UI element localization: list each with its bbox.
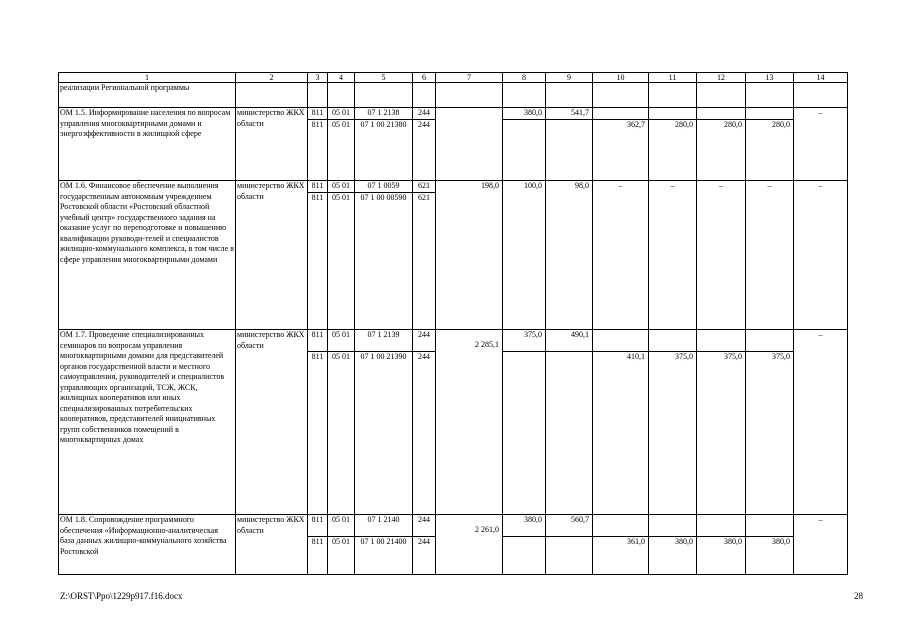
- col-header: 4: [328, 73, 355, 83]
- value-2019: 380,0: [746, 537, 794, 575]
- grbs-code: 811: [308, 352, 328, 515]
- value-total: 2 261,0: [436, 515, 503, 575]
- om15-executor: министерство ЖКХ области: [236, 108, 308, 181]
- value-dash: –: [794, 181, 848, 330]
- rzpr-code: 05 01: [328, 352, 355, 515]
- rzpr-code: 05 01: [328, 181, 355, 193]
- col-header: 12: [697, 73, 746, 83]
- value-2015: 560,7: [546, 515, 593, 537]
- vr-code: 621: [413, 192, 436, 329]
- col-header: 1: [59, 73, 236, 83]
- om16-description: ОМ 1.6. Финансовое обеспечение выполнения государственным автономным учреждением Ростовской области «Ростовский областной учебный центр» государственного задания на оказание услуг по переподготовке и повышению квалификации руководи-телей и специалистов жилищно-коммунального комплекса, в том числе в сфере управления многоквартирными домами: [59, 181, 236, 330]
- rzpr-code: 05 01: [328, 515, 355, 537]
- value-total: 2 285,1: [436, 330, 503, 515]
- om18-description: ОМ 1.8. Сопровождение программного обеспечения «Информационно-аналитическая база данных жилищно-коммунального хозяйства Ростовской: [59, 515, 236, 575]
- col-header: 11: [649, 73, 697, 83]
- grbs-code: 811: [308, 181, 328, 193]
- value-total: 198,0: [436, 181, 503, 330]
- file-path: Z:\ORST\Ppo\1229p917.f16.docx: [60, 591, 183, 601]
- grbs-code: 811: [308, 515, 328, 537]
- value-2014: 375,0: [503, 330, 546, 352]
- budget-table: [58, 72, 848, 575]
- value-2018: 375,0: [697, 352, 746, 515]
- value-2019: 375,0: [746, 352, 794, 515]
- rzpr-code: 05 01: [328, 192, 355, 329]
- vr-code: 244: [413, 330, 436, 352]
- csr-code: 07 1 00 00590: [355, 192, 413, 329]
- om17-executor: министерство ЖКХ области: [236, 330, 308, 515]
- vr-code: 244: [413, 352, 436, 515]
- om17-description: ОМ 1.7. Проведение специализированных семинаров по вопросам управления многоквартирными домами для представителей органов государственной власти и местного самоуправления, руководителей и специалистов управляющих организаций, ТСЖ, ЖСК, жилищных кооперативов или иных специализированных потребительских кооперативов, представителей инициативных групп собственников помещений в многоквартирных домах: [59, 330, 236, 515]
- table-row: [59, 330, 848, 352]
- vr-code: 244: [413, 537, 436, 575]
- table-row: [59, 83, 848, 108]
- value-dash: –: [746, 181, 794, 330]
- value-dash: –: [649, 181, 697, 330]
- value-dash: –: [794, 330, 848, 515]
- value-2015: 98,0: [546, 181, 593, 330]
- value-2019: 280,0: [746, 119, 794, 180]
- rzpr-code: 05 01: [328, 108, 355, 120]
- value-dash: –: [794, 108, 848, 181]
- col-header: 10: [593, 73, 649, 83]
- csr-code: 07 1 00 21390: [355, 352, 413, 515]
- csr-code: 07 1 00 21400: [355, 537, 413, 575]
- value-2016: 410,1: [593, 352, 649, 515]
- col-header: 3: [308, 73, 328, 83]
- value-2014: 380,0: [503, 515, 546, 537]
- value-2014: 380,0: [503, 108, 546, 120]
- col-header: 14: [794, 73, 848, 83]
- rzpr-code: 05 01: [328, 119, 355, 180]
- rzpr-code: 05 01: [328, 330, 355, 352]
- vr-code: 244: [413, 119, 436, 180]
- col-header: 6: [413, 73, 436, 83]
- om18-executor: министерство ЖКХ области: [236, 515, 308, 575]
- rzpr-code: 05 01: [328, 537, 355, 575]
- grbs-code: 811: [308, 108, 328, 120]
- vr-code: 244: [413, 108, 436, 120]
- value-2015: 541,7: [546, 108, 593, 120]
- table-row: [59, 108, 848, 120]
- value-2018: 280,0: [697, 119, 746, 180]
- col-header: 7: [436, 73, 503, 83]
- grbs-code: 811: [308, 119, 328, 180]
- vr-code: 621: [413, 181, 436, 193]
- value-2014: 100,0: [503, 181, 546, 330]
- value-2017: 280,0: [649, 119, 697, 180]
- csr-code: 07 1 2139: [355, 330, 413, 352]
- table-row: [59, 515, 848, 537]
- col-header: 9: [546, 73, 593, 83]
- csr-code: 07 1 0059: [355, 181, 413, 193]
- csr-code: 07 1 00 21380: [355, 119, 413, 180]
- grbs-code: 811: [308, 192, 328, 329]
- value-2018: 380,0: [697, 537, 746, 575]
- vr-code: 244: [413, 515, 436, 537]
- value-dash: –: [697, 181, 746, 330]
- grbs-code: 811: [308, 537, 328, 575]
- col-header: 2: [236, 73, 308, 83]
- col-header: 8: [503, 73, 546, 83]
- value-2015: 490,1: [546, 330, 593, 352]
- col-header: 13: [746, 73, 794, 83]
- value-2016: 361,0: [593, 537, 649, 575]
- value-2017: 375,0: [649, 352, 697, 515]
- value-dash: –: [593, 181, 649, 330]
- grbs-code: 811: [308, 330, 328, 352]
- om16-executor: министерство ЖКХ области: [236, 181, 308, 330]
- csr-code: 07 1 2138: [355, 108, 413, 120]
- value-2016: 362,7: [593, 119, 649, 180]
- om15-description: ОМ 1.5. Информирование населения по вопросам управления многоквартирными домами и энергоэффективности в жилищной сфере: [59, 108, 236, 181]
- csr-code: 07 1 2140: [355, 515, 413, 537]
- column-numbers-row: [59, 73, 848, 83]
- table-row: [59, 181, 848, 193]
- value-dash: –: [794, 515, 848, 575]
- value-2017: 380,0: [649, 537, 697, 575]
- page-number: 28: [854, 591, 863, 601]
- continuation-description: реализации Региональной программы: [59, 83, 236, 108]
- col-header: 5: [355, 73, 413, 83]
